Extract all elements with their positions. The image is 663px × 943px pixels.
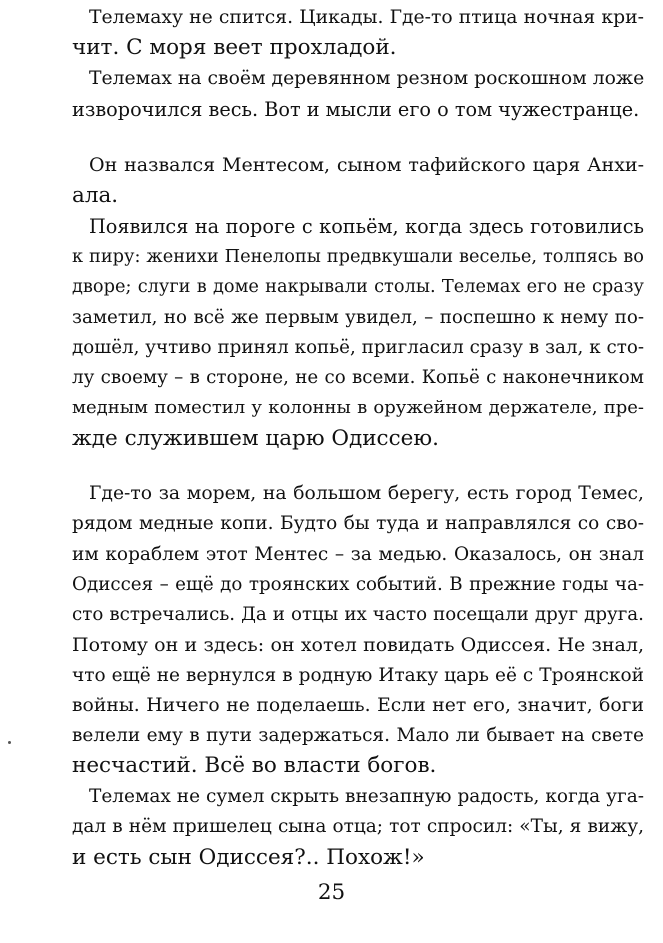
- page-number: 25: [317, 880, 346, 905]
- text-line: ала.: [72, 183, 119, 208]
- text-line: заметил, но всё же первым увидел, – поспешно к нему по-: [72, 307, 644, 328]
- text-line: Телемах на своём деревянном резном роскошном ложе: [89, 68, 644, 89]
- text-line: Где-то за морем, на большом берегу, есть город Темес,: [89, 483, 644, 504]
- text-line: Телемах не сумел скрыть внезапную радость, когда уга-: [89, 786, 644, 807]
- text-line: лу своему – в стороне, не со всеми. Копьё с наконечником: [72, 367, 644, 388]
- text-line: изворочился весь. Вот и мысли его о том чужестранце.: [72, 98, 640, 121]
- text-line: Он назвался Ментесом, сыном тафийского царя Анхи-: [89, 154, 644, 176]
- text-line: дошёл, учтиво принял копьё, пригласил сразу в зал, к сто-: [72, 337, 644, 358]
- text-line: дал в нём пришелец сына отца; тот спросил: «Ты, я вижу,: [72, 816, 644, 837]
- text-line: Потому он и здесь: он хотел повидать Одиссея. Не знал,: [72, 634, 644, 656]
- text-line: дворе; слуги в доме накрывали столы. Телемах его не сразу: [72, 277, 644, 297]
- text-line: чит. С моря веет прохладой.: [72, 35, 397, 60]
- text-line: им кораблем этот Ментес – за медью. Оказалось, он знал: [72, 544, 644, 565]
- text-line: к пиру: женихи Пенелопы предвкушали веселье, толпясь во: [72, 247, 644, 267]
- text-line: и есть сын Одиссея?.. Похож!»: [72, 845, 425, 870]
- text-line: велели ему в пути задержаться. Мало ли бывает на свете: [72, 725, 644, 746]
- text-line: сто встречались. Да и отцы их часто посещали друг друга.: [72, 604, 644, 625]
- text-line: Одиссея – ещё до троянских событий. В прежние годы ча-: [72, 574, 644, 595]
- text-line: Появился на пороге с копьём, когда здесь готовились: [89, 215, 644, 238]
- text-line: что ещё не вернулся в родную Итаку царь её с Троянской: [72, 665, 644, 686]
- text-line: жде служившем царю Одиссею.: [72, 426, 439, 451]
- scan-speck: [8, 741, 11, 744]
- text-line: войны. Ничего не поделаешь. Если нет его, значит, боги: [72, 695, 644, 716]
- text-line: Телемаху не спится. Цикады. Где-то птица ночная кри-: [89, 7, 644, 28]
- text-line: несчастий. Всё во власти богов.: [72, 753, 437, 778]
- text-line: медным поместил у колонны в оружейном держателе, пре-: [72, 397, 644, 418]
- text-line: рядом медные копи. Будто бы туда и направлялся со сво-: [72, 513, 644, 534]
